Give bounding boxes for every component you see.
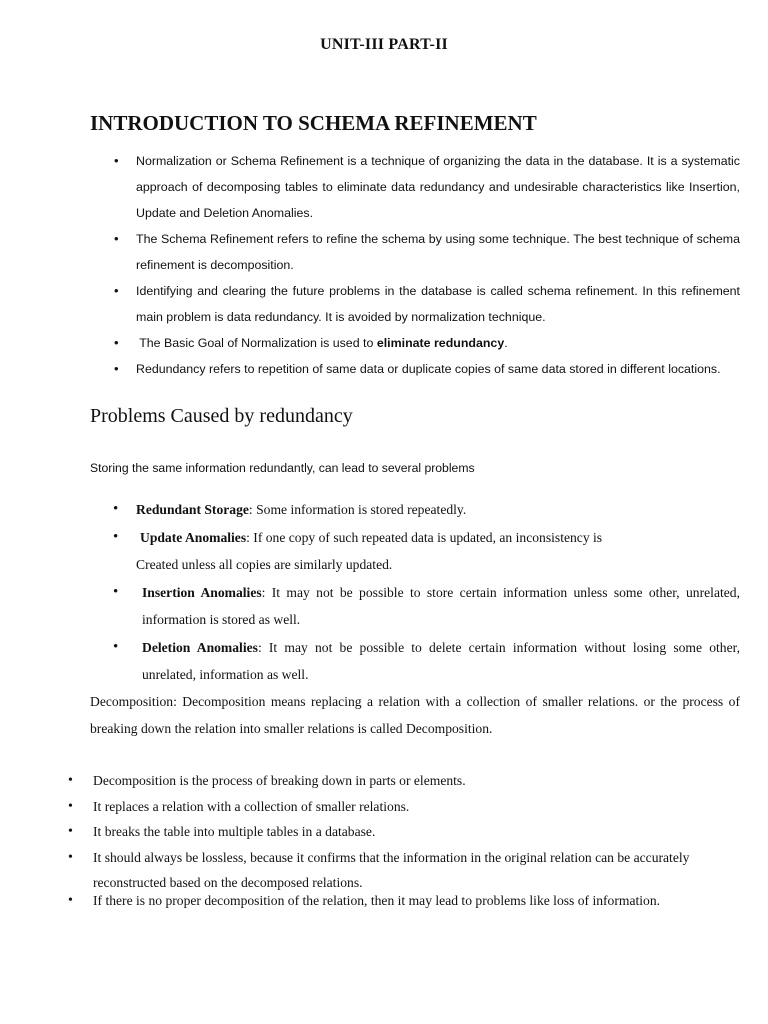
problem-term: Update Anomalies xyxy=(140,529,247,545)
list-item: • Decomposition is the process of breaking down in parts or elements. xyxy=(68,768,740,794)
list-item: • Normalization or Schema Refinement is a technique of organizing the data in the database. It is a systematic approach of decomposing tables to eliminate data redundancy and undesirable characteristics like Insertion, Update and Deletion Anomalies. xyxy=(92,148,740,226)
problem-term: Insertion Anomalies xyxy=(142,584,262,600)
list-item xyxy=(90,524,740,579)
problem-term: Deletion Anomalies xyxy=(142,639,258,655)
list-item xyxy=(90,579,740,634)
problems-heading: Problems Caused by redundancy xyxy=(90,405,353,427)
list-item: • It replaces a relation with a collection of smaller relations. xyxy=(68,794,740,820)
unit-title: UNIT-III PART-II xyxy=(320,36,448,53)
problems-intro: Storing the same information redundantly, can lead to several problems xyxy=(90,461,475,475)
main-heading: INTRODUCTION TO SCHEMA REFINEMENT xyxy=(90,111,537,135)
list-item: • If there is no proper decomposition of the relation, then it may lead to problems like loss of information. xyxy=(68,888,740,914)
problem-text: : If one copy of such repeated data is updated, an inconsistency is xyxy=(246,529,603,545)
list-item: • Identifying and clearing the future problems in the database is called schema refinement. In this refinement main problem is data redundancy. It is avoided by normalization technique. xyxy=(92,278,740,330)
intro-bullet-list xyxy=(92,148,740,382)
list-item: • It breaks the table into multiple tables in a database. xyxy=(68,819,740,845)
problems-list xyxy=(90,496,740,689)
problem-text: : Some information is stored repeatedly. xyxy=(248,502,467,517)
problem-continuation: Created unless all copies are similarly updated. xyxy=(136,557,393,572)
list-item-text: The Basic Goal of Normalization is used to xyxy=(136,336,377,350)
list-item: • Redundancy refers to repetition of same data or duplicate copies of same data stored in different locations. xyxy=(92,356,740,382)
list-item: • It should always be lossless, because it confirms that the information in the original relation can be accurately reconstructed based on the decomposed relations. xyxy=(68,845,740,896)
problem-term: Redundant Storage xyxy=(136,502,249,517)
decomposition-paragraph: Decomposition: Decomposition means replacing a relation with a collection of smaller relations. or the process of breaking down the relation into smaller relations is called Decomposition. xyxy=(90,694,740,736)
emphasis-text: eliminate redundancy xyxy=(376,336,505,350)
decomposition-bullet-list xyxy=(68,768,740,913)
problem-text: : It may not be possible to delete certain information without losing some other, unrelated, information as well. xyxy=(142,639,740,682)
list-item xyxy=(92,330,740,356)
list-item: • The Schema Refinement refers to refine the schema by using some technique. The best technique of schema refinement is decomposition. xyxy=(92,226,740,278)
list-item xyxy=(90,634,740,689)
list-item xyxy=(90,496,740,524)
problem-text: : It may not be possible to store certain information unless some other, unrelated, information is stored as well. xyxy=(142,584,740,627)
list-item-text: . xyxy=(504,336,508,350)
